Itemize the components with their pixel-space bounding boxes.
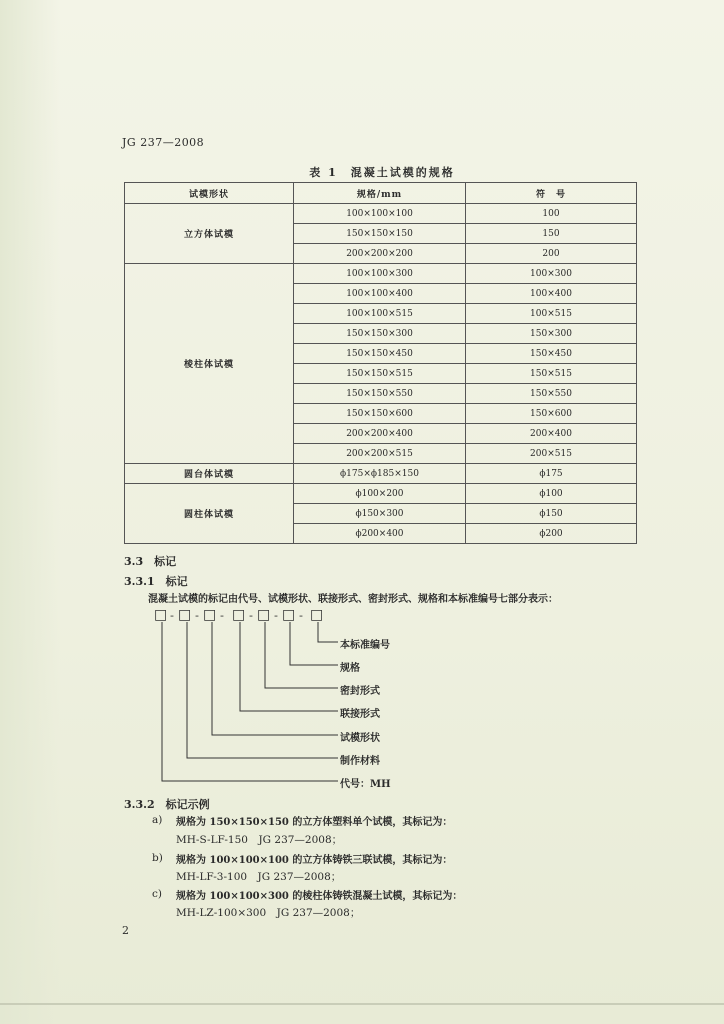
symbol-cell: ϕ200 <box>466 524 637 544</box>
symbol-cell: 150×450 <box>466 344 637 364</box>
symbol-cell: 200 <box>466 244 637 264</box>
marking-separator: - <box>195 609 199 622</box>
example-a-text: 规格为 150×150×150 的立方体塑料单个试模，其标记为： <box>176 817 453 828</box>
marking-box-4: □ <box>232 607 246 623</box>
shape-cell-cube: 立方体试模 <box>125 204 294 264</box>
symbol-cell: 100×515 <box>466 304 637 324</box>
marking-separator: - <box>170 609 174 622</box>
section-3-3-2-heading: 3.3.2 标记示例 <box>124 798 210 811</box>
label-material: 制作材料 <box>340 756 380 767</box>
table-row <box>125 204 637 224</box>
page-number: 2 <box>122 924 129 937</box>
table-row <box>125 264 637 284</box>
spec-cell: 150×150×450 <box>294 344 466 364</box>
marking-separator: - <box>220 609 224 622</box>
example-b-label: b) <box>152 852 163 864</box>
scan-shading <box>0 0 60 1024</box>
spec-cell: ϕ150×300 <box>294 504 466 524</box>
leader-lines <box>162 622 338 781</box>
marking-separator: - <box>249 609 253 622</box>
spec-cell: 150×150×150 <box>294 224 466 244</box>
symbol-cell: 150×550 <box>466 384 637 404</box>
spec-cell: 100×100×300 <box>294 264 466 284</box>
example-c-text: 规格为 100×100×300 的棱柱体铸铁混凝土试模，其标记为： <box>176 891 463 902</box>
label-specification: 规格 <box>340 663 360 674</box>
label-standard-number: 本标准编号 <box>340 640 390 651</box>
column-header-spec: 规格/mm <box>294 183 466 204</box>
spec-cell: 150×150×515 <box>294 364 466 384</box>
spec-cell: 200×200×515 <box>294 444 466 464</box>
spec-cell: 100×100×100 <box>294 204 466 224</box>
marking-separator: - <box>299 609 303 622</box>
example-b-code: MH-LF-3-100 JG 237—2008； <box>176 871 342 883</box>
marking-box-1: □ <box>154 607 168 623</box>
table-row <box>125 484 637 504</box>
table-row <box>125 464 637 484</box>
section-3-3-heading: 3.3 标记 <box>124 555 177 568</box>
spec-cell: 100×100×515 <box>294 304 466 324</box>
spec-cell: 150×150×550 <box>294 384 466 404</box>
symbol-cell: 150×600 <box>466 404 637 424</box>
spec-cell: 200×200×400 <box>294 424 466 444</box>
scan-edge-line <box>0 1003 724 1005</box>
example-a-label: a) <box>152 814 163 826</box>
symbol-cell: ϕ100 <box>466 484 637 504</box>
table-title: 表 1 混凝土试模的规格 <box>309 166 455 179</box>
label-code: 代号：MH <box>340 779 391 790</box>
example-a-code: MH-S-LF-150 JG 237—2008； <box>176 834 343 846</box>
marking-intro: 混凝土试模的标记由代号、试模形状、联接形式、密封形式、规格和本标准编号七部分表示： <box>148 594 558 605</box>
spec-table <box>124 182 637 544</box>
symbol-cell: 150 <box>466 224 637 244</box>
symbol-cell: 100×300 <box>466 264 637 284</box>
table-header-row <box>125 183 637 204</box>
marking-box-5: □ <box>257 607 271 623</box>
symbol-cell: 200×400 <box>466 424 637 444</box>
shape-cell-frustum: 圆台体试模 <box>125 464 294 484</box>
shape-cell-cylinder: 圆柱体试模 <box>125 484 294 544</box>
marking-diagram <box>150 604 350 794</box>
label-mold-shape: 试模形状 <box>340 733 380 744</box>
spec-cell: 150×150×300 <box>294 324 466 344</box>
section-3-3-1-heading: 3.3.1 标记 <box>124 575 188 588</box>
marking-box-3: □ <box>203 607 217 623</box>
symbol-cell: 100 <box>466 204 637 224</box>
symbol-cell: ϕ175 <box>466 464 637 484</box>
example-b-text: 规格为 100×100×100 的立方体铸铁三联试模，其标记为： <box>176 855 453 866</box>
marking-separator: - <box>274 609 278 622</box>
marking-box-7: □ <box>310 607 324 623</box>
shape-cell-prism: 棱柱体试模 <box>125 264 294 464</box>
spec-cell: 150×150×600 <box>294 404 466 424</box>
spec-cell: ϕ100×200 <box>294 484 466 504</box>
spec-cell: 200×200×200 <box>294 244 466 264</box>
label-connection-type: 联接形式 <box>340 709 380 720</box>
symbol-cell: ϕ150 <box>466 504 637 524</box>
document-code: JG 237—2008 <box>122 136 205 149</box>
spec-cell: 100×100×400 <box>294 284 466 304</box>
column-header-shape: 试模形状 <box>125 183 294 204</box>
example-c-label: c) <box>152 888 162 900</box>
column-header-symbol: 符 号 <box>466 183 637 204</box>
example-c-code: MH-LZ-100×300 JG 237—2008； <box>176 907 361 919</box>
marking-box-2: □ <box>178 607 192 623</box>
symbol-cell: 200×515 <box>466 444 637 464</box>
spec-cell: ϕ200×400 <box>294 524 466 544</box>
symbol-cell: 150×300 <box>466 324 637 344</box>
spec-cell: ϕ175×ϕ185×150 <box>294 464 466 484</box>
label-seal-type: 密封形式 <box>340 686 380 697</box>
marking-box-6: □ <box>282 607 296 623</box>
symbol-cell: 100×400 <box>466 284 637 304</box>
symbol-cell: 150×515 <box>466 364 637 384</box>
